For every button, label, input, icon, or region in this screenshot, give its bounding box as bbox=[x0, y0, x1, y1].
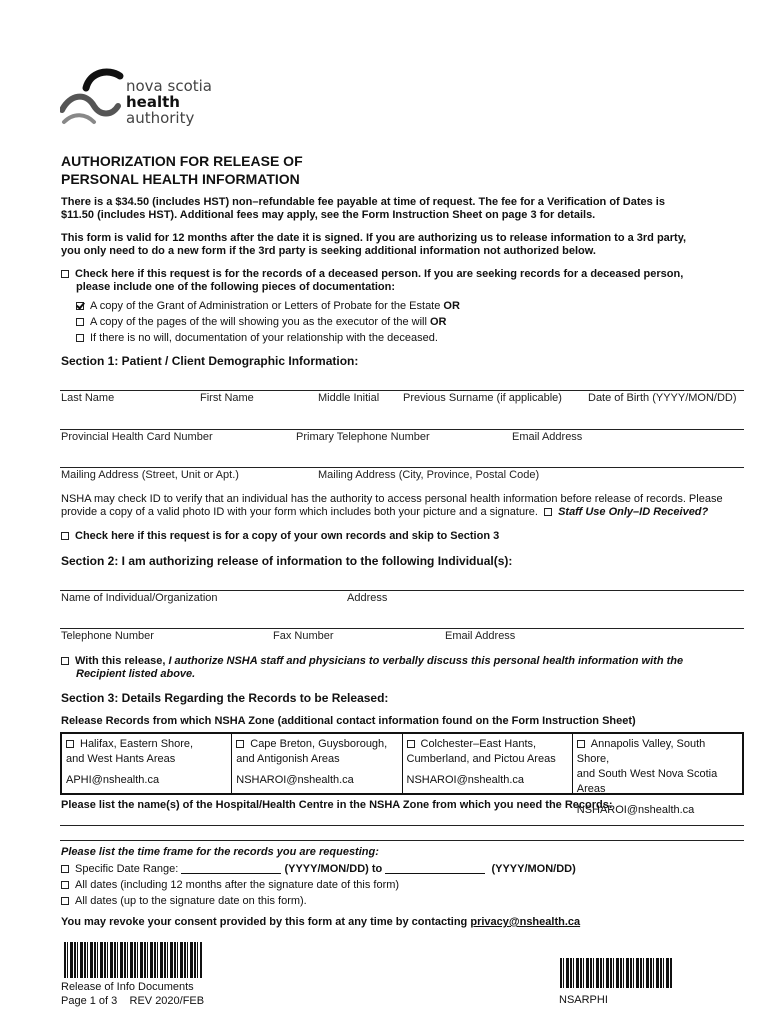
email-label: Email Address bbox=[512, 431, 583, 443]
fee-paragraph bbox=[61, 196, 665, 222]
hospital-prompt: Please list the name(s) of the Hospital/Health Centre in the NSHA Zone from which you need the Records: bbox=[61, 799, 613, 811]
date-format-to: (YYYY/MON/DD) to bbox=[284, 863, 383, 875]
end-date-field[interactable] bbox=[385, 873, 485, 874]
zone-cape-breton-checkbox[interactable] bbox=[236, 740, 244, 748]
revoke-line bbox=[61, 916, 580, 928]
zone-colchester-line2: Cumberland, and Pictou Areas bbox=[406, 753, 556, 765]
health-card-label: Provincial Health Card Number bbox=[61, 431, 213, 443]
date-format: (YYYY/MON/DD) bbox=[491, 863, 576, 875]
section1-heading: Section 1: Patient / Client Demographic Information: bbox=[61, 354, 359, 368]
row1-line[interactable] bbox=[60, 390, 744, 391]
form-title bbox=[61, 152, 303, 188]
deceased-line1: Check here if this request is for the records of a deceased person. If you are seeking records for a deceased person, bbox=[75, 268, 684, 280]
privacy-email-link[interactable]: privacy@nshealth.ca bbox=[470, 916, 581, 928]
middle-initial-label: Middle Initial bbox=[318, 392, 380, 404]
mail-street-label: Mailing Address (Street, Unit or Apt.) bbox=[61, 469, 239, 481]
no-will-checkbox[interactable] bbox=[76, 334, 84, 342]
start-date-field[interactable] bbox=[181, 873, 281, 874]
recipient-phone-label: Telephone Number bbox=[61, 630, 154, 642]
zone-cape-breton-email[interactable]: NSHAROI@nshealth.ca bbox=[236, 774, 354, 786]
id-paragraph bbox=[61, 493, 723, 519]
barcode-right bbox=[560, 958, 672, 988]
zone-annapolis-line1: Annapolis Valley, South Shore, bbox=[576, 738, 706, 765]
name-org-label: Name of Individual/Organization bbox=[61, 592, 218, 604]
fee-line1: There is a $34.50 (includes HST) non–refundable fee payable at time of request. The fee for a Verification of Dates is bbox=[61, 196, 665, 208]
will-option: A copy of the pages of the will showing you as the executor of the will bbox=[90, 316, 427, 328]
hospital-line-1[interactable] bbox=[60, 825, 744, 826]
zone-halifax-email[interactable]: APHI@nshealth.ca bbox=[66, 774, 160, 786]
footer-rev: REV 2020/FEB bbox=[129, 995, 205, 1007]
own-records-checkbox[interactable] bbox=[61, 532, 69, 540]
recipient-row2-line[interactable] bbox=[60, 628, 744, 629]
all-dates-sig-checkbox[interactable] bbox=[61, 897, 69, 905]
zone-annapolis-line2: and South West Nova Scotia Areas bbox=[576, 768, 718, 795]
verbal-consent-checkbox[interactable] bbox=[61, 657, 69, 665]
nsha-logo bbox=[60, 66, 250, 128]
title-line1: AUTHORIZATION FOR RELEASE OF bbox=[61, 153, 303, 169]
recipient-row1-line[interactable] bbox=[60, 590, 744, 591]
probate-checkbox[interactable] bbox=[76, 302, 84, 310]
barcode-left bbox=[64, 942, 202, 978]
verbal-line1: I authorize NSHA staff and physicians to verbally discuss this personal health information with the bbox=[168, 655, 684, 667]
prev-surname-label: Previous Surname (if applicable) bbox=[403, 392, 562, 404]
dob-label: Date of Birth (YYYY/MON/DD) bbox=[588, 392, 737, 404]
footer-code: NSARPHI bbox=[559, 994, 608, 1006]
verbal-prefix: With this release, bbox=[75, 655, 166, 667]
section3-heading: Section 3: Details Regarding the Records to be Released: bbox=[61, 691, 389, 705]
zone-halifax-line1: Halifax, Eastern Shore, bbox=[80, 738, 194, 750]
zone-colchester-checkbox[interactable] bbox=[407, 740, 415, 748]
or-label-2: OR bbox=[429, 316, 447, 328]
verbal-line2: Recipient listed above. bbox=[76, 668, 196, 680]
deceased-section bbox=[61, 268, 683, 346]
recipient-address-label: Address bbox=[347, 592, 388, 604]
zone-cell-annapolis bbox=[572, 734, 742, 816]
title-line2: PERSONAL HEALTH INFORMATION bbox=[61, 171, 300, 187]
revoke-text: You may revoke your consent provided by this form at any time by contacting bbox=[61, 916, 468, 928]
zone-halifax-checkbox[interactable] bbox=[66, 740, 74, 748]
valid-line2: you only need to do a new form if the 3rd party is seeking additional information not authorized below. bbox=[61, 245, 596, 257]
nsha-swoosh-icon bbox=[60, 66, 130, 128]
valid-line1: This form is valid for 12 months after the date it is signed. If you are authorizing us to release information to a 3rd party, bbox=[61, 232, 687, 244]
staff-id-checkbox[interactable] bbox=[544, 508, 552, 516]
phone-label: Primary Telephone Number bbox=[296, 431, 430, 443]
zone-intro: Release Records from which NSHA Zone (additional contact information found on the Form Instruction Sheet) bbox=[61, 715, 636, 727]
probate-option: A copy of the Grant of Administration or Letters of Probate for the Estate bbox=[90, 300, 441, 312]
specific-range-checkbox[interactable] bbox=[61, 865, 69, 873]
row2-line[interactable] bbox=[60, 429, 744, 430]
last-name-label: Last Name bbox=[61, 392, 115, 404]
zone-cape-breton-line1: Cape Breton, Guysborough, bbox=[250, 738, 388, 750]
zone-cell-colchester bbox=[402, 734, 572, 793]
will-checkbox[interactable] bbox=[76, 318, 84, 326]
id-line1: NSHA may check ID to verify that an individual has the authority to access personal health information before release of records. Please bbox=[61, 493, 723, 505]
recipient-fax-label: Fax Number bbox=[273, 630, 334, 642]
zone-cell-halifax bbox=[62, 734, 231, 793]
zone-annapolis-email[interactable]: NSHAROI@nshealth.ca bbox=[576, 804, 695, 816]
logo-line3: authority bbox=[126, 109, 195, 127]
logo-line1: nova scotia bbox=[126, 77, 213, 95]
timeframe-prompt: Please list the time frame for the records you are requesting: bbox=[61, 846, 379, 858]
row3-line[interactable] bbox=[60, 467, 744, 468]
validity-paragraph bbox=[61, 232, 686, 258]
own-records-row bbox=[61, 530, 499, 542]
footer-page: Page 1 of 3 bbox=[61, 995, 118, 1007]
footer-left bbox=[61, 980, 204, 1008]
zone-annapolis-checkbox[interactable] bbox=[577, 740, 585, 748]
staff-use-label: Staff Use Only–ID Received? bbox=[558, 506, 709, 518]
section2-heading: Section 2: I am authorizing release of information to the following Individual(s): bbox=[61, 554, 513, 568]
logo-line2: health bbox=[126, 93, 180, 111]
recipient-email-label: Email Address bbox=[445, 630, 516, 642]
first-name-label: First Name bbox=[200, 392, 254, 404]
all-dates-12-checkbox[interactable] bbox=[61, 881, 69, 889]
verbal-consent bbox=[61, 655, 683, 681]
own-records-label: Check here if this request is for a copy of your own records and skip to Section 3 bbox=[75, 530, 500, 542]
all-dates-12-label: All dates (including 12 months after the signature date of this form) bbox=[75, 879, 400, 891]
no-will-option: If there is no will, documentation of your relationship with the deceased. bbox=[90, 332, 438, 344]
id-line2: provide a copy of a valid photo ID with your form which includes both your picture and a signature. bbox=[61, 506, 538, 518]
zone-colchester-email[interactable]: NSHAROI@nshealth.ca bbox=[406, 774, 525, 786]
zone-colchester-line1: Colchester–East Hants, bbox=[420, 738, 537, 750]
all-dates-sig-label: All dates (up to the signature date on this form). bbox=[75, 895, 307, 907]
hospital-line-2[interactable] bbox=[60, 840, 744, 841]
footer-doc-name: Release of Info Documents bbox=[61, 981, 194, 993]
zone-cell-cape-breton bbox=[231, 734, 401, 793]
fee-line2: $11.50 (includes HST). Additional fees may apply, see the Form Instruction Sheet on page 3 for details. bbox=[61, 209, 596, 221]
specific-range-label: Specific Date Range: bbox=[75, 863, 179, 875]
mail-city-label: Mailing Address (City, Province, Postal Code) bbox=[318, 469, 540, 481]
zone-cape-breton-line2: and Antigonish Areas bbox=[236, 753, 340, 765]
deceased-checkbox[interactable] bbox=[61, 270, 69, 278]
or-label-1: OR bbox=[443, 300, 460, 312]
deceased-line2: please include one of the following pieces of documentation: bbox=[76, 281, 396, 293]
zone-halifax-line2: and West Hants Areas bbox=[66, 753, 176, 765]
timeframe-options bbox=[61, 861, 576, 909]
